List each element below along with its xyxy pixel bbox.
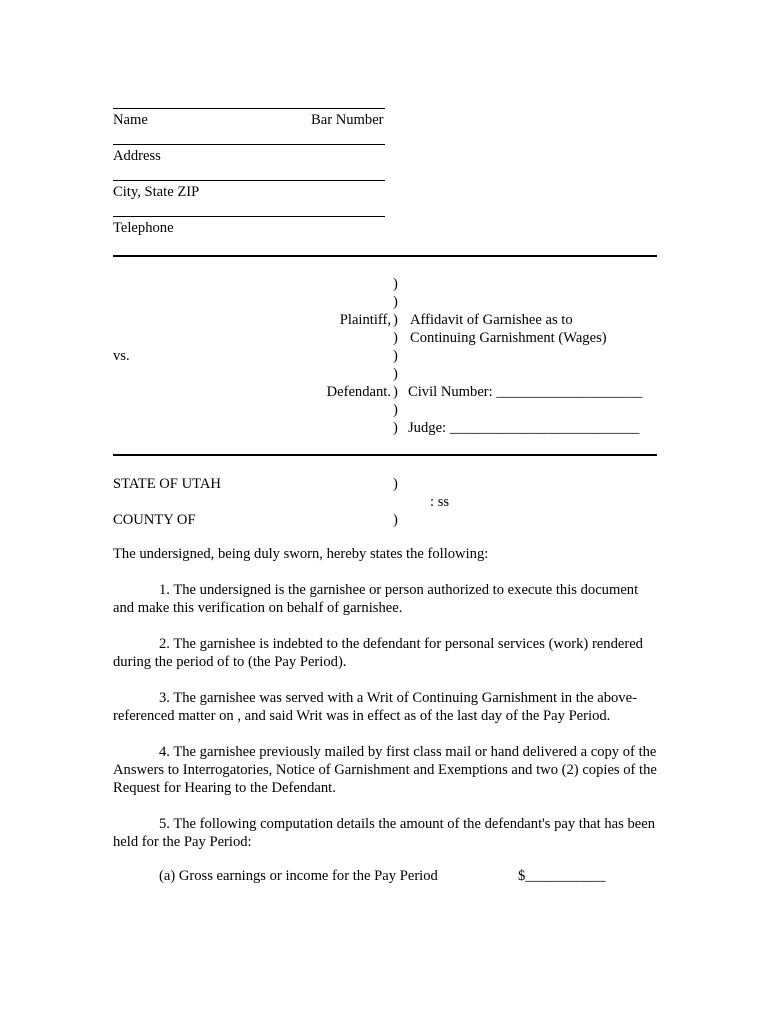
caption-paren: ) — [393, 366, 398, 382]
caption-paren: ) — [393, 384, 398, 400]
document-title-line2: Continuing Garnishment (Wages) — [410, 330, 607, 346]
vs-label: vs. — [113, 348, 130, 364]
address-line[interactable] — [113, 144, 385, 145]
county-label: COUNTY OF — [113, 512, 196, 528]
divider-bottom — [113, 454, 657, 456]
state-label: STATE OF UTAH — [113, 476, 221, 492]
paragraph-1: 1. The undersigned is the garnishee or person authorized to execute this document and make this verification on behalf of garnishee. — [113, 582, 639, 616]
item-a-amount-field[interactable]: $___________ — [518, 868, 606, 884]
judge-field[interactable]: Judge: __________________________ — [408, 420, 640, 436]
caption-paren: ) — [393, 294, 398, 310]
paragraph-2: 2. The garnishee is indebted to the defendant for personal services (work) rendered during the period of to (the Pay Period). — [113, 636, 643, 670]
city-line[interactable] — [113, 180, 385, 181]
city-label: City, State ZIP — [113, 184, 200, 200]
plaintiff-label: Plaintiff, — [339, 312, 391, 328]
divider-top — [113, 255, 657, 257]
caption-paren: ) — [393, 348, 398, 364]
item-a-label: (a) Gross earnings or income for the Pay Period — [159, 868, 438, 884]
address-label: Address — [113, 148, 161, 164]
civil-number-field[interactable]: Civil Number: ____________________ — [408, 384, 643, 400]
ss-label: : ss — [430, 494, 450, 510]
venue-paren: ) — [393, 512, 398, 528]
telephone-label: Telephone — [113, 220, 174, 236]
paragraph-5: 5. The following computation details the amount of the defendant's pay that has been held for the Pay Period: — [113, 816, 655, 850]
caption-paren: ) — [393, 330, 398, 346]
paragraph-4: 4. The garnishee previously mailed by first class mail or hand delivered a copy of the Answers to Interrogatories, Notice of Garnishment and Exemptions and two (2) copies of the Request for Hearing to the Defendant. — [113, 744, 657, 796]
venue-paren: ) — [393, 476, 398, 492]
caption-paren: ) — [393, 276, 398, 292]
caption-paren: ) — [393, 402, 398, 418]
caption-paren: ) — [393, 312, 398, 328]
caption-paren: ) — [393, 420, 398, 436]
defendant-label: Defendant. — [326, 384, 391, 400]
paragraph-3: 3. The garnishee was served with a Writ of Continuing Garnishment in the above-referenced matter on , and said Writ was in effect as of the last day of the Pay Period. — [113, 690, 637, 724]
bar-number-label: Bar Number — [311, 112, 384, 128]
intro-text: The undersigned, being duly sworn, hereby states the following: — [113, 546, 489, 562]
name-label: Name — [113, 112, 148, 128]
document-title-line1: Affidavit of Garnishee as to — [410, 312, 573, 328]
name-line[interactable] — [113, 108, 385, 109]
telephone-line[interactable] — [113, 216, 385, 217]
